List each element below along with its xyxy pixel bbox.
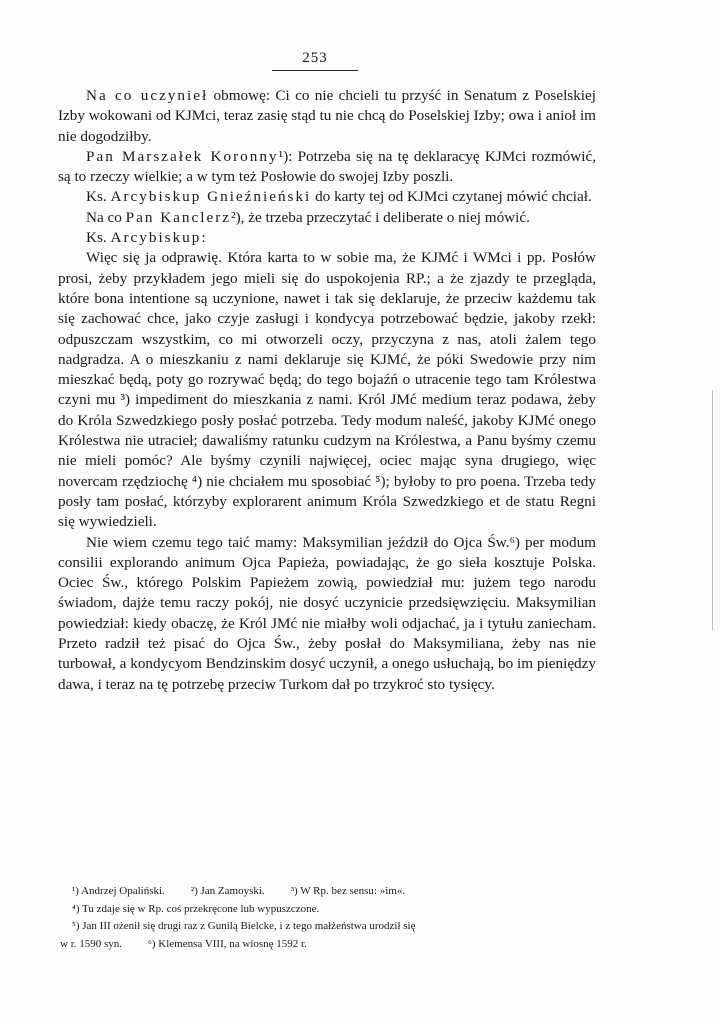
footnote-6: ⁶) Klemensa VIII, na wiosnę 1592 r. [148,937,307,950]
paragraph-text: obmowę: Ci co nie chcieli tu przyść in Senatum z Poselskiej Izby wokowani od KJMci, teraz zasię stąd tu nie chcą do Poselskiej Izby; owa i anioł im nie dogodziłby. [58,87,596,145]
paragraph-prefix: Ks. [86,188,111,206]
footnote-line-4 [60,936,610,954]
spaced-speaker: Pan Marszałek Koronny [86,147,279,165]
header-rule [272,70,358,71]
paragraph-6: Więc się ja odprawię. Która karta to w sobie ma, że KJMć i WMci i pp. Posłów prosi, żeby przykładem jego mieli się do uspokojenia RP.; a że zjazdy te przegląda, które bona intentione są uczynione, nawet i tak się deklaruje, że przeciw każdemu tak się zachować chce, jako czyje zasługi i kondycya potrzebować będzie, jakoby rzekł: odpuszczam wszystkim, co mi otworzeli oczy, przyczyna z nas, atoli żalem tego nadgradza. A o mieszkaniu z nami deklaruje się KJMć, że póki Swedowie przy nim mieszkać będą, poty go rozrywać będą; do tego bojaźń o utracenie tego tam Królestwa czyni mu ³) impediment do mieszkania z nami. Król JMć medium teraz podawa, żeby do Króla Szwedzkiego posły posłać potrzeba. Tedy modum naleść, jakoby KJMć onego Królestwa nie utracieł; dawaliśmy ratunku cudzym na Królestwa, a Panu byśmy czemu nie mieli pomóc? Ale byśmy czynili najwięcej, ociec mając syna drugiego, więc novercam rzędziochę ⁴) nie chciałem mu sposobiać ⁵); byłoby to pro poena. Trzeba tedy posły tam posłać, którzyby explorarent animum Króla Szwedzkiego et de statu Regni się wywiedzieli. [58,249,596,531]
footnotes [60,883,610,953]
footnote-line-1 [60,883,610,901]
page-number: 253 [302,50,328,66]
margin-mark [712,390,713,630]
paragraph-prefix: Ks. [86,229,111,247]
paragraph-text: ¹): Potrzeba się na tę deklaracyę KJMci rozmówić, są to rzeczy wielkie; a w tym też Posłowie do swojej Izby poszli. [58,147,596,186]
paragraph-4 [58,208,596,228]
paragraph-1 [58,86,596,147]
paragraph-text: ²), że trzeba przeczytać i deliberate o niej mówić. [231,208,530,226]
paragraph-text: : [201,229,206,247]
body-text [58,86,596,695]
footnote-5-continuation: w r. 1590 syn. [60,937,123,950]
spaced-speaker: Na co uczynieł [86,87,209,104]
spaced-speaker: Pan Kanclerz [125,208,232,226]
footnote-1: ¹) Andrzej Opaliński. [72,885,165,897]
paragraph-prefix: Na co [86,208,126,226]
paragraph-3 [58,187,596,207]
spaced-speaker: Arcybiskup [110,229,202,247]
footnote-3: ³) W Rp. bez sensu: »im«. [290,885,406,897]
paragraph-text: do karty tej od KJMci czytanej mówić chciał. [311,188,592,206]
footnote-5: ⁵) Jan III ożenił się drugi raz z Gunilą Bielcke, i z tego małżeństwa urodził się [72,920,416,932]
paragraph-7: Nie wiem czemu tego taić mamy: Maksymilian jeździł do Ojca Św.⁶) per modum consilii explorando animum Ojca Papieża, powiadając, że go sieła kosztuje Polska. Ociec Św., którego Polskim Papieżem zowią, powiedział mu: jużem tego narodu świadom, dajże temu raczy pokój, nie dosyć uczynicie przedsięwzięciu. Maksymilian powiedział: kiedy obaczę, że Król JMć nie miałby woli odjachać, ja i tytułu zaniecham. Przeto radził też pisać do Ojca Św., żeby posłał do Maksymiliana, żeby nas nie turbował, a kondycyom Bendzinskim dosyć uczynił, a onego usłuchają, bo im pieniędzy dawa, i teraz na tę potrzebę przeciw Turkom dał po trzykroć sto tysięcy. [58,533,596,693]
paragraph-5 [58,228,596,248]
footnote-4: ⁴) Tu zdaje się w Rp. coś przekręcone lub wypuszczone. [72,902,320,915]
spaced-speaker: Arcybiskup Gnieźnieński [110,188,312,206]
paragraph-2 [58,147,596,188]
footnote-2: ²) Jan Zamoyski. [190,885,265,897]
